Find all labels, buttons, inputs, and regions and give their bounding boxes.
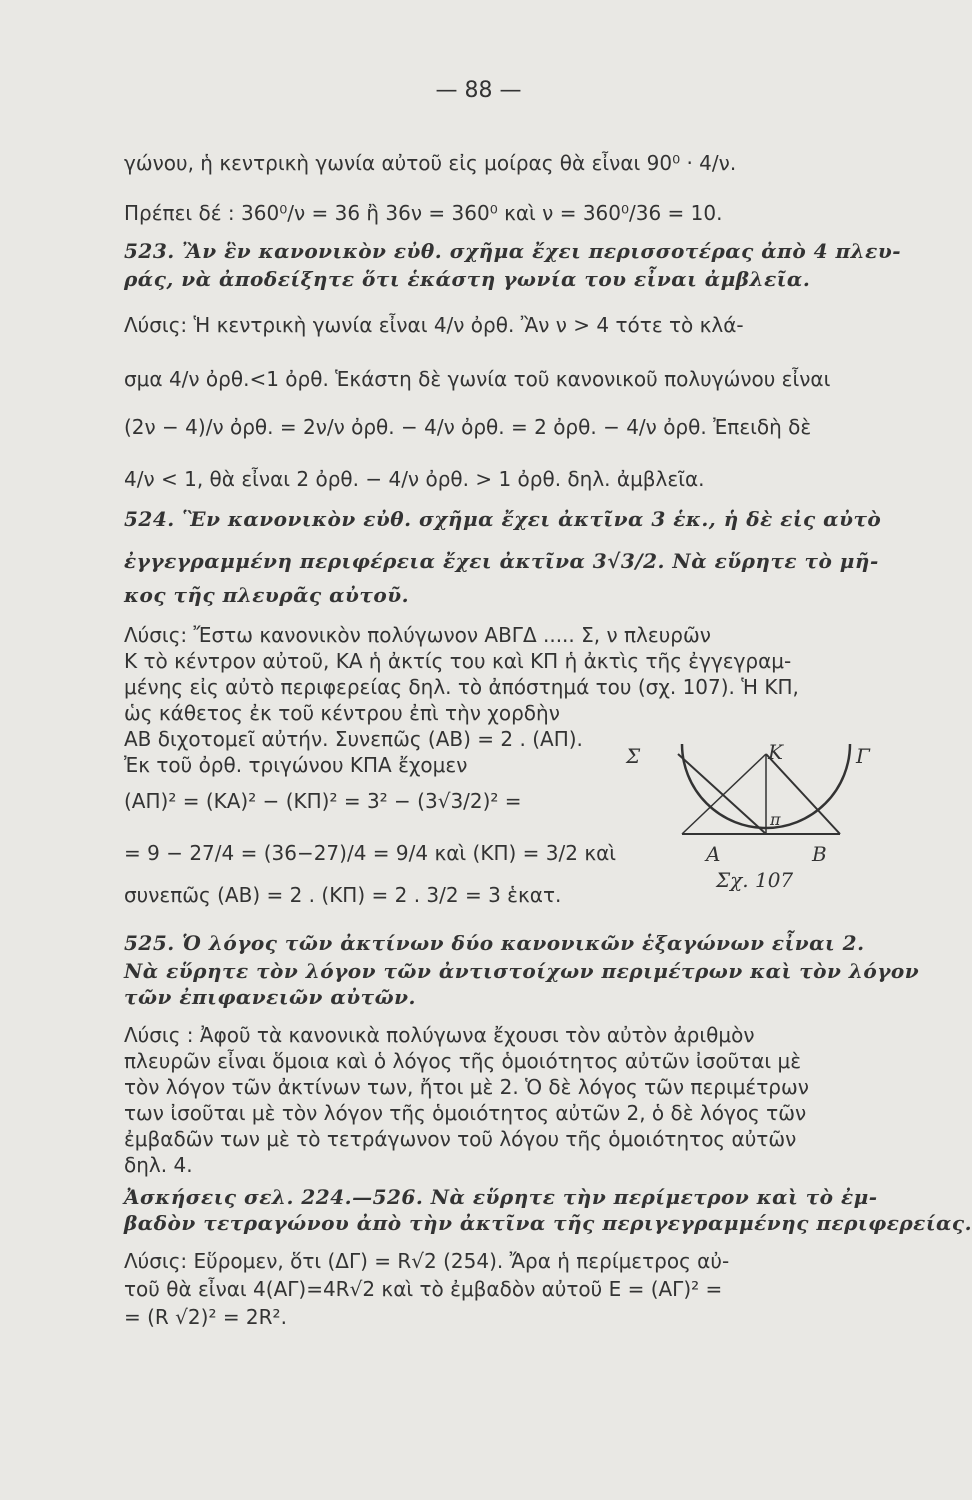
text-line: τοῦ θὰ εἶναι 4(ΑΓ)=4R√2 καὶ τὸ ἐμβαδὸν αὐτοῦ Ε = (ΑΓ)² =	[124, 1277, 723, 1301]
text-line: = (R √2)² = 2R².	[124, 1305, 287, 1329]
label-a: A	[706, 842, 721, 866]
text-line: σμα 4/ν ὀρθ.<1 ὀρθ. Ἑκάστη δὲ γωνία τοῦ κανονικοῦ πολυγώνου εἶναι	[124, 367, 831, 391]
text-line: των ἰσοῦται μὲ τὸν λόγον τῆς ὁμοιότητος αὐτῶν 2, ὁ δὲ λόγος τῶν	[124, 1101, 807, 1125]
figure-107-drawing	[622, 724, 882, 924]
equation-line: = 9 − 27/4 = (36−27)/4 = 9/4 καὶ (ΚΠ) = 3/2 καὶ	[124, 841, 617, 865]
label-pi: π	[770, 810, 781, 829]
text-line: τὸν λόγον τῶν ἀκτίνων των, ἤτοι μὲ 2. Ὁ δὲ λόγος τῶν περιμέτρων	[124, 1075, 809, 1099]
page-number: — 88 —	[435, 78, 522, 103]
equation-line: συνεπῶς (ΑΒ) = 2 . (ΚΠ) = 2 . 3/2 = 3 ἑκατ.	[124, 883, 562, 907]
text-line: Λύσις: Εὕρομεν, ὅτι (ΔΓ) = R√2 (254). Ἄρα ἡ περίμετρος αὐ-	[124, 1249, 730, 1273]
text-line: Λύσις : Ἀφοῦ τὰ κανονικὰ πολύγωνα ἔχουσι τὸν αὐτὸν ἀριθμὸν	[124, 1023, 755, 1047]
problem-525-heading: 525. Ὁ λόγος τῶν ἀκτίνων δύο κανονικῶν ἑξαγώνων εἶναι 2.	[124, 931, 865, 955]
label-k: K	[768, 740, 783, 764]
text-line: ὡς κάθετος ἐκ τοῦ κέντρου ἐπὶ τὴν χορδὴν	[124, 701, 560, 725]
text-line: (2ν − 4)/ν ὀρθ. = 2ν/ν ὀρθ. − 4/ν ὀρθ. = 2 ὀρθ. − 4/ν ὀρθ. Ἐπειδὴ δὲ	[124, 415, 812, 439]
text-line: Ἐκ τοῦ ὀρθ. τριγώνου ΚΠΑ ἔχομεν	[124, 753, 468, 777]
problem-524-heading-end: κος τῆς πλευρᾶς αὐτοῦ.	[124, 583, 410, 607]
problem-526-heading-cont: βαδὸν τετραγώνου ἀπὸ τὴν ἀκτῖνα τῆς περιγεγραμμένης περιφερείας.	[124, 1211, 972, 1235]
label-sigma: Σ	[626, 744, 641, 768]
text-line: πλευρῶν εἶναι ὅμοια καὶ ὁ λόγος τῆς ὁμοιότητος αὐτῶν ἰσοῦται μὲ	[124, 1049, 802, 1073]
text-line: γώνου, ἡ κεντρικὴ γωνία αὐτοῦ εἰς μοίρας θὰ εἶναι 90⁰ · 4/ν.	[124, 151, 737, 175]
text-line: Λύσις: Ἔστω κανονικὸν πολύγωνον ΑΒΓΔ ..... Σ, ν πλευρῶν	[124, 623, 711, 647]
equation-line: (ΑΠ)² = (ΚΑ)² − (ΚΠ)² = 3² − (3√3/2)² =	[124, 789, 522, 813]
label-b: B	[812, 842, 827, 866]
text-line: μένης εἰς αὐτὸ περιφερείας δηλ. τὸ ἀπόστημά του (σχ. 107). Ἡ ΚΠ,	[124, 675, 799, 699]
problem-523-heading: 523. Ἂν ἓν κανονικὸν εὐθ. σχῆμα ἔχει περισσοτέρας ἀπὸ 4 πλευ-	[124, 239, 902, 263]
problem-523-heading-cont: ράς, νὰ ἀποδείξητε ὅτι ἑκάστη γωνία του εἶναι ἀμβλεῖα.	[124, 267, 811, 291]
label-gamma: Γ	[856, 744, 870, 768]
text-line: ΑΒ διχοτομεῖ αὐτήν. Συνεπῶς (ΑΒ) = 2 . (ΑΠ).	[124, 727, 583, 751]
problem-525-heading-cont: Νὰ εὕρητε τὸν λόγον τῶν ἀντιστοίχων περιμέτρων καὶ τὸν λόγον	[124, 959, 920, 983]
text-line: Λύσις: Ἡ κεντρικὴ γωνία εἶναι 4/ν ὀρθ. Ἂν ν > 4 τότε τὸ κλά-	[124, 313, 744, 337]
text-line: ἐμβαδῶν των μὲ τὸ τετράγωνον τοῦ λόγου τῆς ὁμοιότητος αὐτῶν	[124, 1127, 797, 1151]
figure-caption: Σχ. 107	[716, 868, 794, 892]
figure-107	[622, 724, 882, 924]
text-line: Κ τὸ κέντρον αὐτοῦ, ΚΑ ἡ ἀκτίς του καὶ ΚΠ ἡ ἀκτὶς τῆς ἐγγεγραμ-	[124, 649, 792, 673]
problem-526-heading: Ἀσκήσεις σελ. 224.—526. Νὰ εὕρητε τὴν περίμετρον καὶ τὸ ἐμ-	[124, 1185, 878, 1209]
problem-524-heading-cont: ἐγγεγραμμένη περιφέρεια ἔχει ἀκτῖνα 3√3/2. Νὰ εὕρητε τὸ μῆ-	[124, 549, 879, 573]
text-line: 4/ν < 1, θὰ εἶναι 2 ὀρθ. − 4/ν ὀρθ. > 1 ὀρθ. δηλ. ἀμβλεῖα.	[124, 467, 705, 491]
text-line: δηλ. 4.	[124, 1153, 193, 1177]
text-line: Πρέπει δέ : 360⁰/ν = 36 ἢ 36ν = 360⁰ καὶ ν = 360⁰/36 = 10.	[124, 201, 723, 225]
problem-524-heading: 524. Ἓν κανονικὸν εὐθ. σχῆμα ἔχει ἀκτῖνα 3 ἑκ., ἡ δὲ εἰς αὐτὸ	[124, 507, 882, 531]
problem-525-heading-end: τῶν ἐπιφανειῶν αὐτῶν.	[124, 985, 417, 1009]
